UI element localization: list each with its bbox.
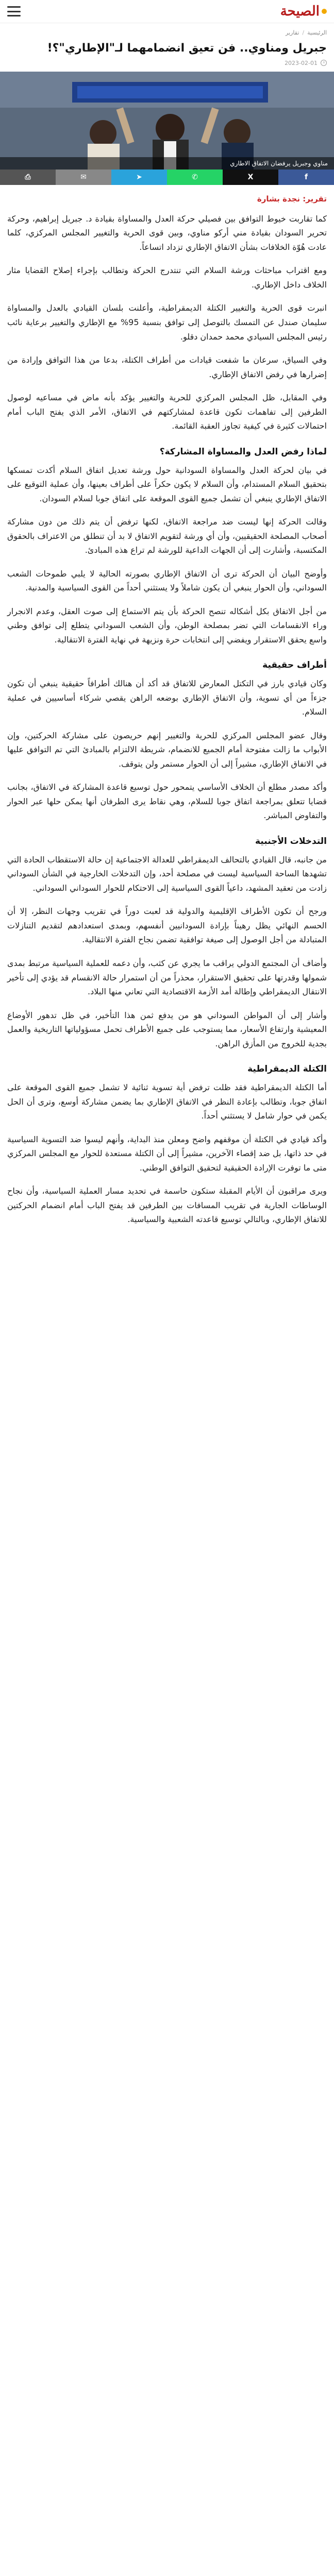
telegram-share-icon[interactable]: ➤ (111, 170, 167, 185)
section-heading: لماذا رفض العدل والمساواة المشاركة؟ (159, 446, 327, 457)
site-logo[interactable] (280, 4, 327, 19)
breadcrumb-section[interactable]: تقارير (285, 29, 299, 36)
section-paragraph: وأوضح البيان أن الحركة ترى أن الاتفاق الإطاري بصورته الحالية لا يلبي طموحات الشعب السوداني، وأن الحوار ينبغي أن يكون شاملاً ولا يستثني أحداً من القوى السياسية والمدنية. (7, 568, 327, 593)
section-paragraph: من جانبه، قال القيادي بالتحالف الديمقراطي للعدالة الاجتماعية إن حالة الاستقطاب الحادة التي تشهدها الساحة السياسية ليست في مصلحة أحد، وإن التدخلات الخارجية في الشأن السوداني زادت من تعقيد المشهد، داعياً القوى السياسية إلى الاحتكام للحوار السوداني السوداني. (7, 854, 327, 893)
section-paragraph: وأشار إلى أن المواطن السوداني هو من يدفع ثمن هذا التأخير، في ظل تدهور الأوضاع المعيشية وارتفاع الأسعار، مما يستوجب على جميع الأطراف تحمل مسؤولياتها التاريخية والعمل بجدية للخروج من المأزق الراهن. (7, 1010, 327, 1048)
section-paragraph: وأضاف أن المجتمع الدولي يراقب ما يجري عن كثب، وأن دعمه للعملية السياسية مرتبط بمدى شمولها وقدرتها على تحقيق الاستقرار، محذراً من أن استمرار حالة الانقسام قد يؤدي إلى تأخير الانتقال الديمقراطي وإطالة أمد الأزمة الاقتصادية التي تعاني منها البلاد. (7, 958, 327, 997)
article-date: 2023-02-01 (285, 59, 318, 66)
mail-share-icon[interactable]: ✉ (56, 170, 111, 185)
whatsapp-share-icon[interactable]: ✆ (167, 170, 223, 185)
breadcrumb-separator: / (302, 29, 305, 36)
section-paragraph: وقال عضو المجلس المركزي للحرية والتغيير إنهم حريصون على مشاركة الحركتين، وإن الأبواب ما زالت مفتوحة أمام الجميع للانضمام، شريطة الالتزام بالمبادئ التي تم التوافق عليها في الاتفاق الإطاري، مشيراً إلى أن الحوار مستمر ولن يتوقف. (7, 730, 327, 769)
section-heading: أطراف حقيقية (262, 660, 327, 671)
section-paragraph: في بيان لحركة العدل والمساواة السودانية حول ورشة تعديل اتفاق السلام أكدت تمسكها بتحقيق السلام المستدام، وأن السلام لا يكون حكراً على أطراف بعينها، وأن عملية التوقيع على الاتفاق الإطاري ينبغي أن تشمل جميع القوى الموقعة على اتفاق جوبا لسلام السودان. (7, 465, 327, 503)
breadcrumb-home[interactable]: الرئيسية (307, 29, 327, 36)
section-paragraph: وأكد قيادي في الكتلة أن موقفهم واضح ومعلن منذ البداية، وأنهم ليسوا ضد التسوية السياسية في حد ذاتها، بل ضد إقصاء الآخرين، مشيراً إلى أن الكتلة مستعدة للحوار مع المجلس المركزي متى ما توفرت الإرادة الحقيقية لتحقيق التوافق الوطني. (7, 1134, 327, 1173)
article-body (0, 185, 334, 1246)
hero-caption: مناوي وجبريل يرفضان الاتفاق الاطاري (0, 157, 334, 170)
section-heading: الكتلة الديمقراطية (247, 1064, 327, 1075)
article-title: جبريل ومناوي.. فن تعيق انضمامهما لـ"الإطاري"؟! (47, 42, 327, 55)
hero-image (0, 72, 334, 185)
facebook-share-icon[interactable]: f (278, 170, 334, 185)
section-paragraph: ويرى مراقبون أن الأيام المقبلة ستكون حاسمة في تحديد مسار العملية السياسية، وأن نجاح الوساطات الجارية في تقريب المسافات بين الطرفين قد يفتح الباب أمام انضمام الحركتين للاتفاق الإطاري، وبالتالي توسيع قاعدته الشعبية والسياسية. (7, 1186, 327, 1225)
intro-paragraph: انبرت قوى الحرية والتغيير الكتلة الديمقراطية، وأعلنت بلسان القيادي بالعدل والمساواة سليمان صندل عن التمسك بالتوصل إلى توافق بنسبة 95% مع الإطاري والتغيير برعاية نائب رئيس المجلس السيادي محمد حمدان دقلو. (7, 303, 327, 342)
print-icon[interactable]: ⎙ (0, 170, 56, 185)
site-header (0, 0, 334, 23)
section-paragraph: وأكد مصدر مطلع أن الخلاف الأساسي يتمحور حول توسيع قاعدة المشاركة في الاتفاق، بجانب قضايا تتعلق بمراجعة اتفاق جوبا للسلام، وهي نقاط يرى الطرفان أنها يمكن حلها عبر الحوار والتفاوض المباشر. (7, 782, 327, 821)
breadcrumb (0, 23, 334, 36)
intro-paragraph: كما تقاربت خيوط التوافق بين فصيلي حركة العدل والمساواة بقيادة د. جبريل إبراهيم، وحركة تحرير السودان بقيادة مني أركو مناوي، وبين قوى الحرية والتغيير المجلس المركزي، كلما عادت هُوّة الخلافات بشأن الاتفاق الإطاري تزداد اتساعاً. (7, 213, 327, 252)
hamburger-menu-icon[interactable] (7, 6, 21, 16)
x-share-icon[interactable]: X (223, 170, 278, 185)
article-meta (0, 60, 334, 72)
section-heading: التدخلات الأجنبية (255, 836, 327, 846)
section-paragraph: وكان قيادي بارز في التكتل المعارض للاتفاق قد أكد أن هنالك أطرافاً حقيقية ينبغي أن تكون جزءاً من أي تسوية، وأن الاتفاق الإطاري بوضعه الراهن يقصي شركاء أساسيين في عملية السلام. (7, 679, 327, 717)
share-bar (0, 170, 334, 185)
section-paragraph: من أجل الاتفاق بكل أشكاله تنصح الحركة بأن يتم الاستماع إلى صوت العقل، وعدم الانجرار وراء الانقسامات التي تضر بمصلحة الوطن، وأن الشعب السوداني يتطلع إلى توافق وطني واسع يحقق الاستقرار ويفضي إلى انتخابات حرة ونزيهة في نهاية الفترة الانتقالية. (7, 606, 327, 645)
logo-text: الصيحة (280, 4, 320, 19)
intro-paragraph: ومع اقتراب مباحثات ورشة السلام التي تنتدرج الحركة وتطالب بإجراء إصلاح القضايا مثار الخلاف داخل الإطاري. (7, 265, 327, 290)
section-paragraph: ورجح أن تكون الأطراف الإقليمية والدولية قد لعبت دوراً في تقريب وجهات النظر، إلا أن الحسم النهائي يظل رهيناً بإرادة السودانيين أنفسهم، وبمدى استعدادهم لتقديم التنازلات المتبادلة من أجل الوصول إلى صيغة توافقية تضمن نجاح الفترة الانتقالية. (7, 906, 327, 945)
logo-dot (322, 9, 327, 14)
byline: تقرير: نجدة بشارة (257, 194, 327, 204)
intro-paragraph: وفي المقابل، ظل المجلس المركزي للحرية والتغيير يؤكد بأنه ماض في مساعيه لوصول الطرفين إلى تفاهمات تكون قاعدة لمشاركتهم في الاتفاق، الأمر الذي يفتح الباب أمام احتمالات كثيرة في كيفية تجاوز العقبة القائمة. (7, 393, 327, 431)
clock-icon (321, 60, 327, 66)
section-paragraph: وقالت الحركة إنها ليست ضد مراجعة الاتفاق، لكنها ترفض أن يتم ذلك من دون مشاركة أصحاب المصلحة الحقيقيين، وأن أي ورشة لتقويم الاتفاق لا بد أن تنطلق من الاعتراف بالحقوق المكتسبة، وأشارت إلى أن الجهات الداعية للورشة لم تراع هذه المبادئ. (7, 517, 327, 555)
intro-paragraph: وفي السياق، سرعان ما شفعت قيادات من أطراف الكتلة، بدعا من هذا التوافق وإرادة من إضرارها في رفض الاتفاق الإطاري. (7, 355, 327, 379)
section-paragraph: أما الكتلة الديمقراطية فقد ظلت ترفض أية تسوية ثنائية لا تشمل جميع القوى الموقعة على اتفاق جوبا، وتطالب بإعادة النظر في الاتفاق الإطاري بما يضمن مشاركة أوسع، وترى أن الحل يكمن في حوار شامل لا يستثني أحداً. (7, 1082, 327, 1121)
